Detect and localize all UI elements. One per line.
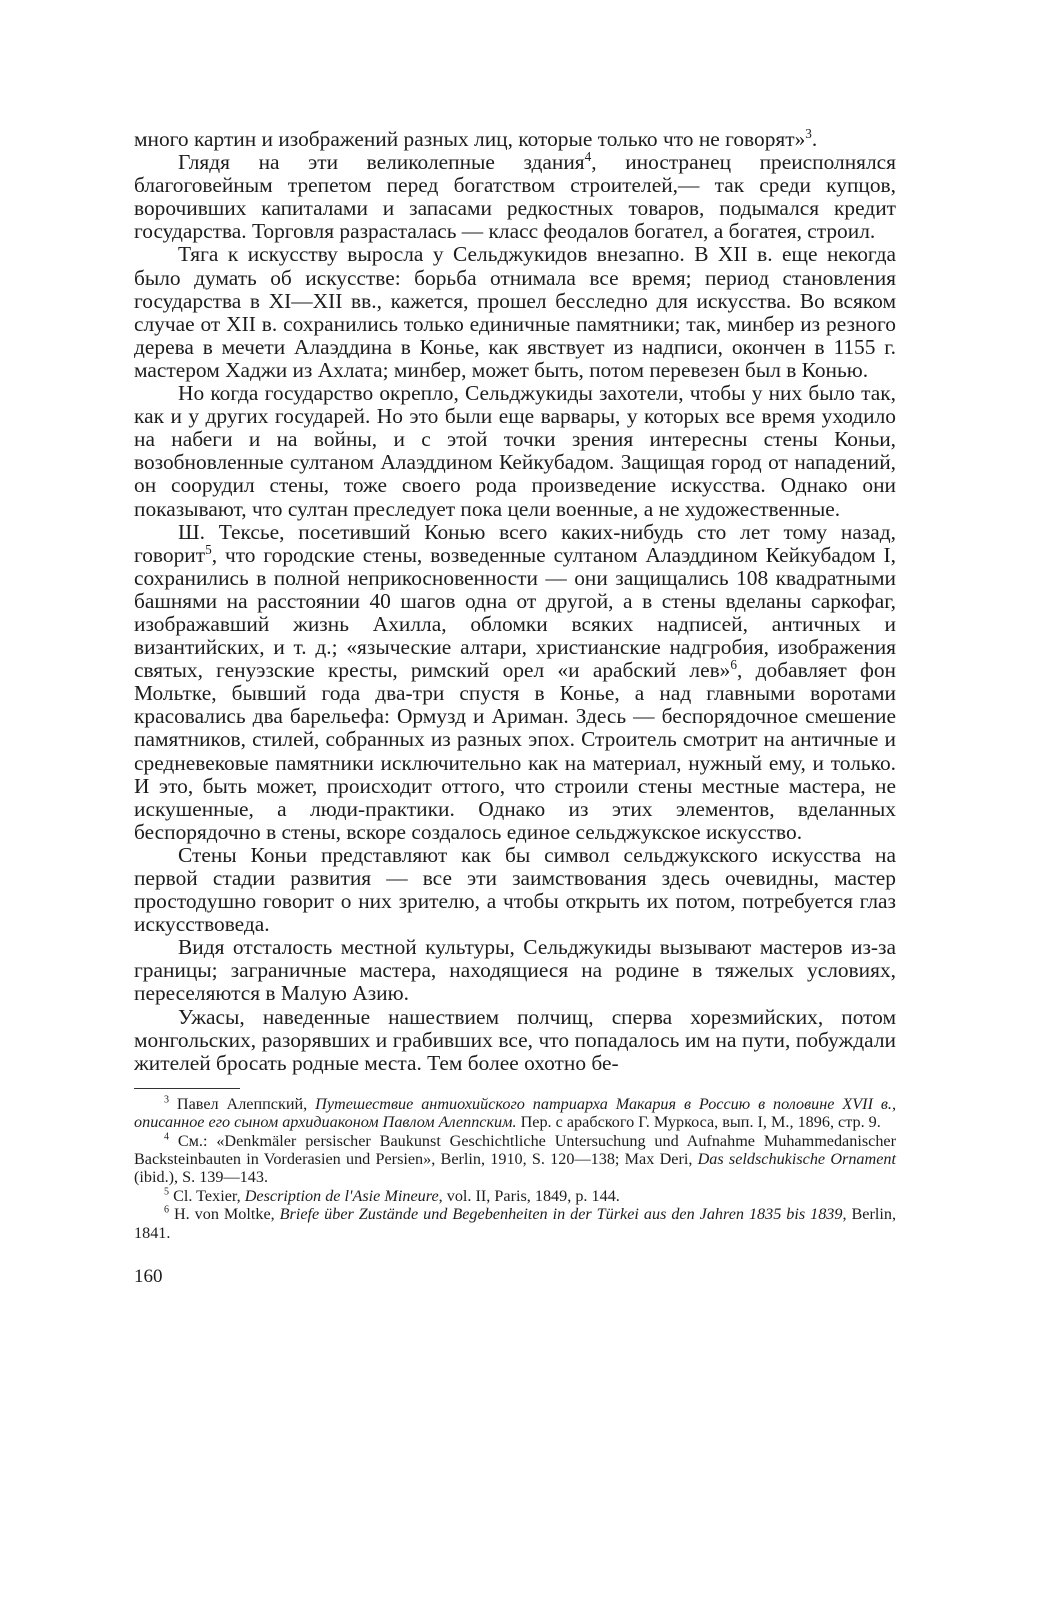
paragraph-5: Стены Коньи представляют как бы символ сельджукского искусства на первой стадии развития — все эти заимствования здесь очевидны, мастер простодушно говорит о них зрителю, а чтобы открыть их потом, потребуется глаз искусствоведа. <box>134 842 896 937</box>
book-page <box>134 125 897 1288</box>
paragraph-2: Тяга к искусству выросла у Сельджукидов внезапно. В XII в. еще некогда было думать об искусстве: борьба отнимала все время; период становления государства в XI—XII вв., кажется, прошел бесследно для искусства. Во всяком случае от XII в. сохранились только единичные памятники; так, минбер из резного дерева в мечети Алаэддина в Конье, как явствует из надписи, окончен в 1155 г. мастером Хаджи из Ахлата; минбер, может быть, потом перевезен был в Конью. <box>134 242 896 382</box>
footnote-6: $^6$ H. von Moltke, Briefe über Zustände und Begebenheiten in der Türkei aus den Jahren 1835 bis 1839, Berlin, 1841. <box>134 1204 897 1242</box>
paragraph-3: Но когда государство окрепло, Сельджукиды захотели, чтобы у них было так, как и у других государей. Но это были еще варвары, у которых все время уходило на набеги и на войны, и с этой точки зрения интересны стены Коньи, возобновленные султаном Алаэддином Кейкубадом. Защищая город от нападений, он соорудил стены, тоже своего рода произведение искусства. Однако они показывают, что султан преследует пока цели военные, а не художественные. <box>134 381 896 521</box>
paragraph-0: много картин и изображений разных лиц, которые только что не говорят»$^3$. <box>134 125 818 151</box>
paragraph-4: Ш. Тексье, посетивший Конью всего каких-нибудь сто лет тому назад, говорит$^5$, что городские стены, возведенные султаном Алаэддином Кейкубадом I, сохранились в полной неприкосновенности — они защищались 108 квадратными башнями на расстоянии 40 шагов одна от другой, а в стены вделаны саркофаг, изображавший жизнь Ахилла, обломки всяких надписей, античных и византийских, и т. д.; «языческие алтари, христианские надгробия, изображения святых, генуэзские кресты, римский орел «и арабский лев»$^6$, добавляет фон Мольтке, бывший года два-три спустя в Конье, а над главными воротами красовались два барельефа: Ормузд и Ариман. Здесь — беспорядочное смешение памятников, стилей, собранных из разных эпох. Строитель смотрит на античные и средневековые памятники исключительно как на материал, нужный ему, и только. И это, быть может, происходит оттого, что строили стены местные мастера, не искушенные, а люди-практики. Однако из этих элементов, вделанных беспорядочно в стены, вскоре создалось единое сельджукское искусство. <box>134 519 896 844</box>
footnote-divider <box>134 1088 240 1089</box>
paragraph-1: Глядя на эти великолепные здания$^4$, иностранец преисполнялся благоговейным трепетом перед богатством строителей,— так среди купцов, ворочивших капиталами и запасами редкостных товаров, подымался кредит государства. Торговля разрасталась — класс феодалов богател, а богатея, строил. <box>134 148 896 244</box>
footnote-5: $^5$ Cl. Texier, Description de l'Asie Mineure, vol. II, Paris, 1849, p. 144. <box>164 1186 620 1205</box>
page-number: 160 <box>134 1266 163 1288</box>
footnote-3: $^3$ Павел Алеппский, Путешествие антиохийского патриарха Макария в Россию в половине XVII в., описанное его сыном архидиаконом Павлом Алеппским. Пер. с арабского Г. Муркоса, вып. I, М., 1896, стр. 9. <box>134 1094 896 1132</box>
main-text <box>134 125 896 1075</box>
footnote-4: $^4$ См.: «Denkmäler persischer Baukunst Geschichtliche Untersuchung und Aufnahme Muhammedanischer Backsteinbauten in Vorderasien und Persien», Berlin, 1910, S. 120—138; Max Deri, Das seldschukische Ornament (ibid.), S. 139—143. <box>134 1131 896 1187</box>
paragraph-6: Видя отсталость местной культуры, Сельджукиды вызывают мастеров из-за границы; заграничные мастера, находящиеся на родине в тяжелых условиях, переселяются в Малую Азию. <box>134 935 896 1006</box>
paragraph-7: Ужасы, наведенные нашествием полчищ, сперва хорезмийских, потом монгольских, разорявших и грабивших все, что попадалось им на пути, побуждали жителей бросать родные места. Тем более охотно бе- <box>134 1004 896 1075</box>
footnotes <box>134 1095 896 1242</box>
